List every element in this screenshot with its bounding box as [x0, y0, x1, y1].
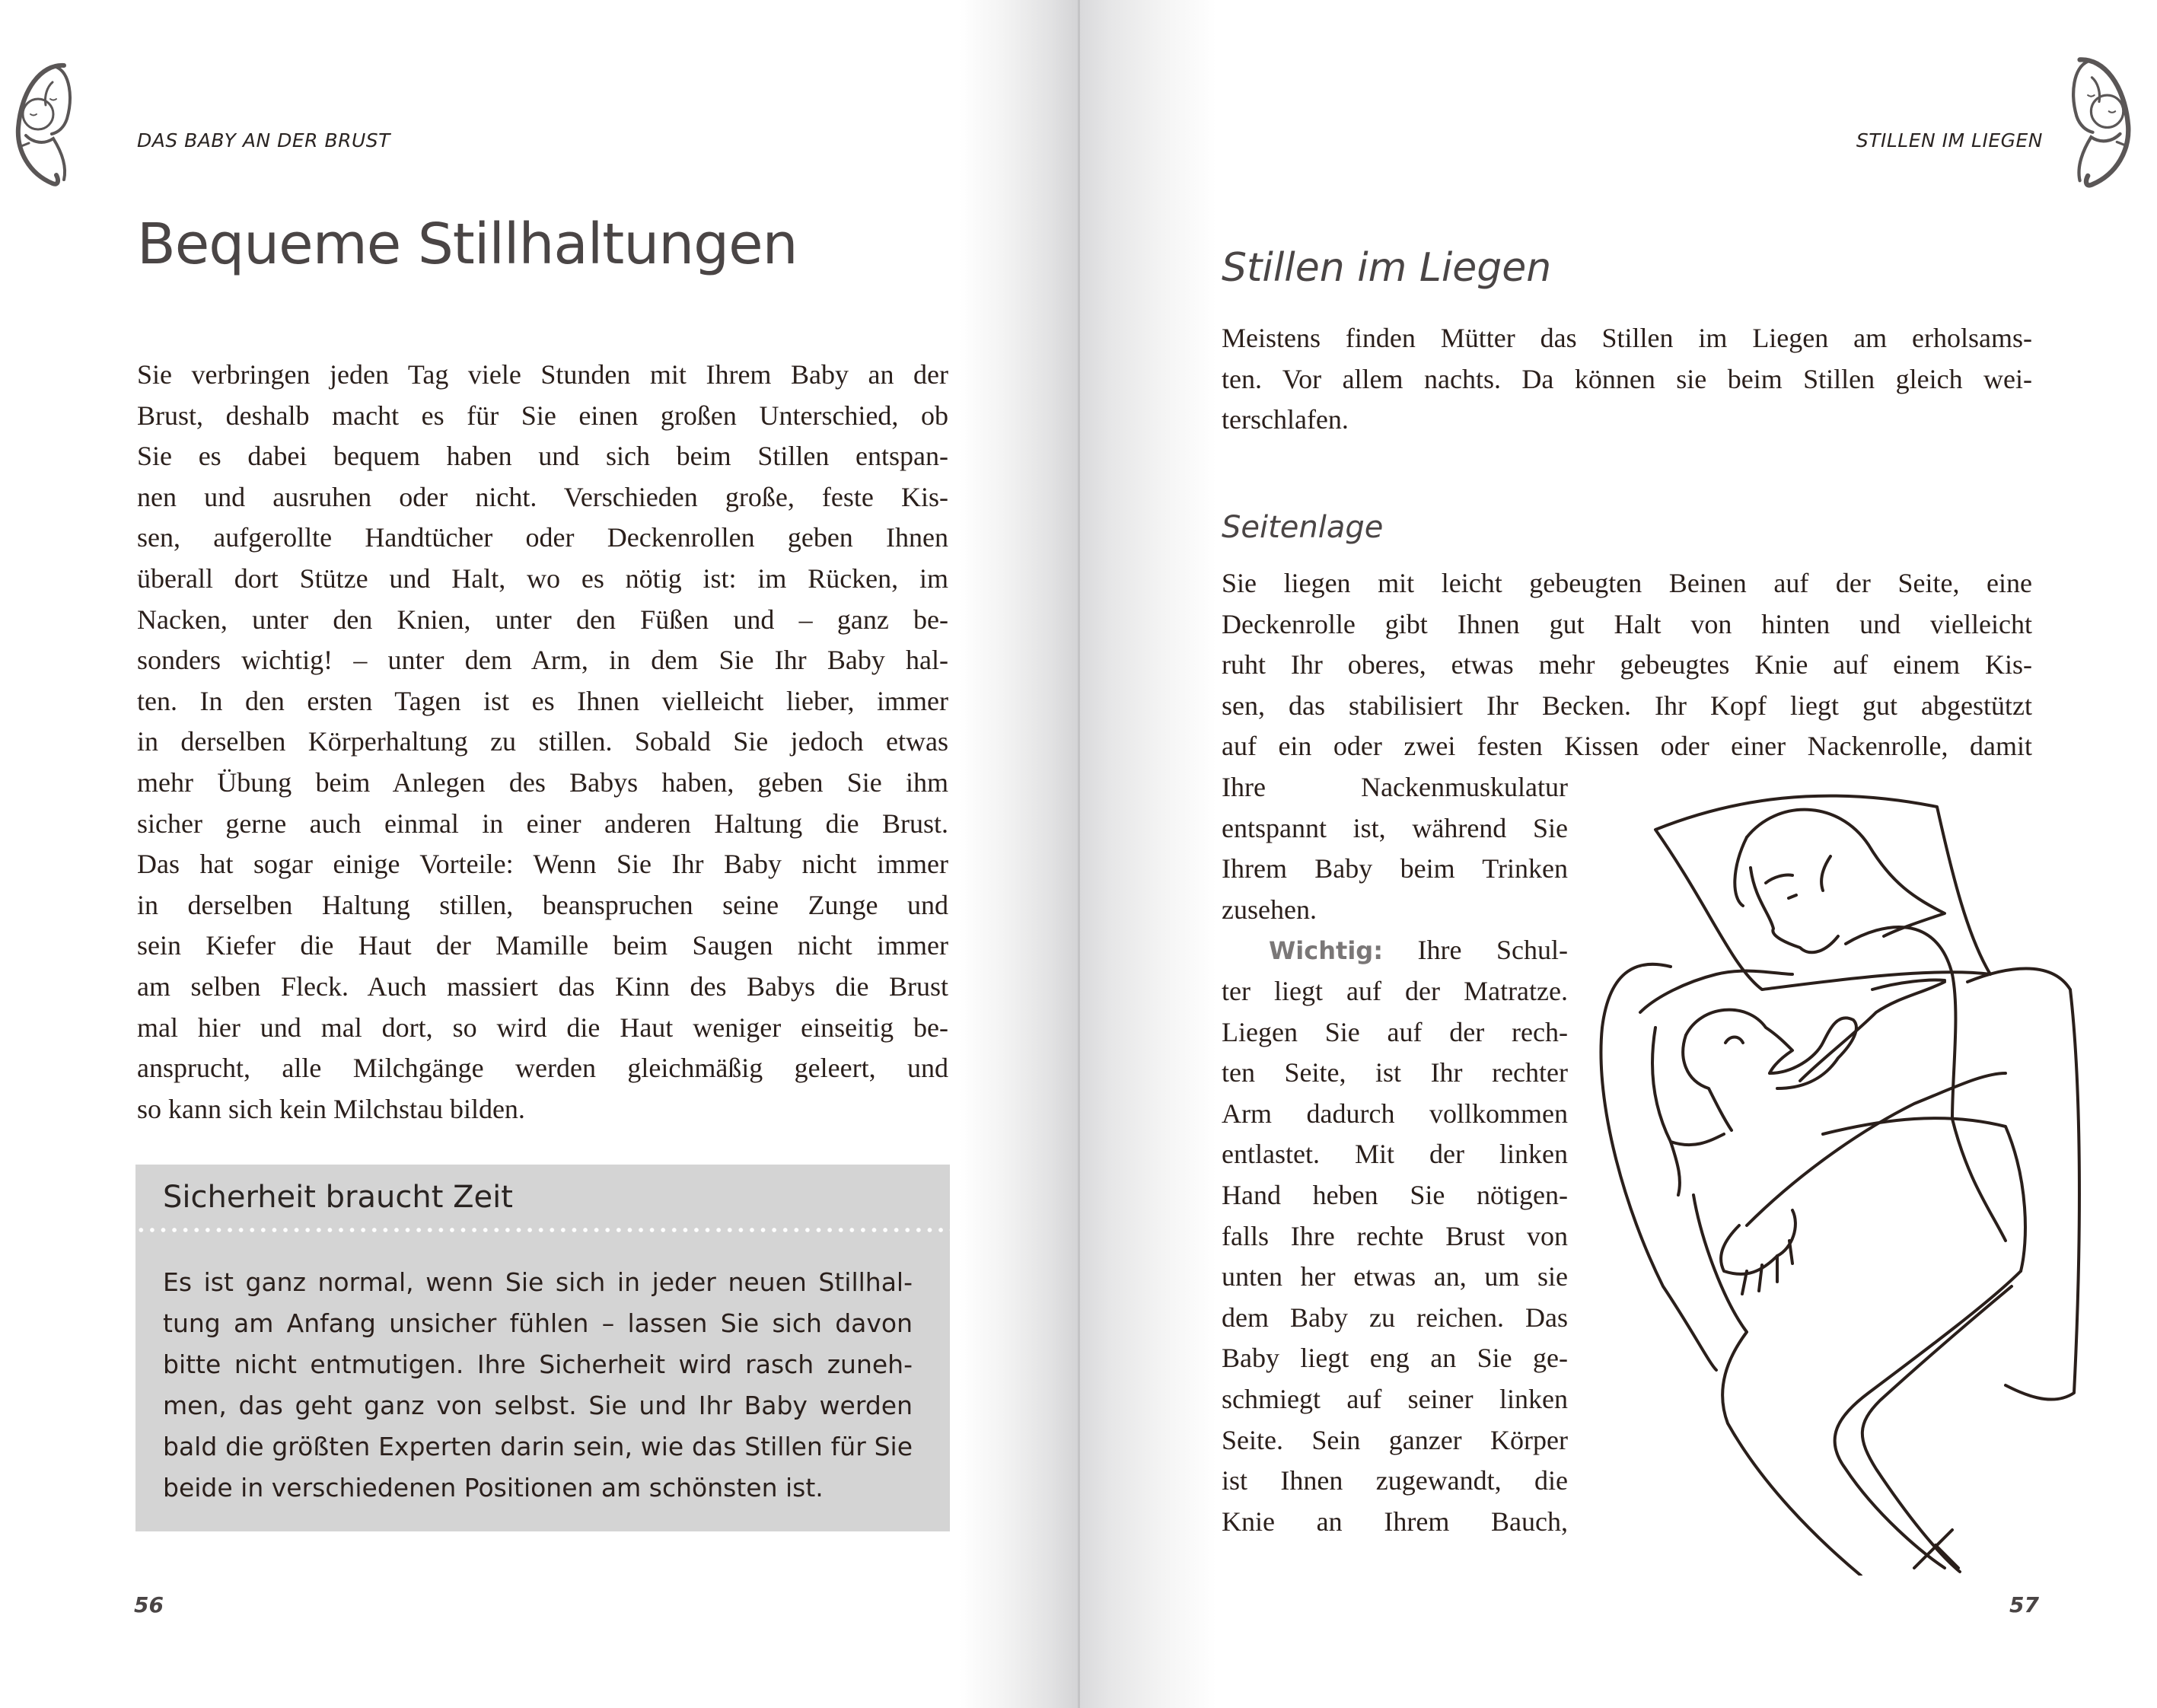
text-line: zusehen. [1222, 894, 1317, 925]
important-note-line [1222, 930, 1568, 971]
text-line: sen, aufgerollte Handtücher oder Deckenrollen geben Ihnen [137, 522, 948, 553]
book-gutter [1078, 0, 1080, 1708]
text-line: bitte nicht entmutigen. Ihre Sicherheit wird rasch zuneh- [163, 1350, 913, 1379]
text-line: mal hier und mal dort, so wird die Haut weniger einseitig be- [137, 1012, 948, 1043]
text-line: tung am Anfang unsicher fühlen – lassen Sie sich davon [163, 1308, 913, 1338]
text-line: falls Ihre rechte Brust von [1222, 1220, 1568, 1251]
text-line: terschlafen. [1222, 404, 1349, 435]
text-line: ansprucht, alle Milchgänge werden gleichmäßig geleert, und [137, 1053, 948, 1084]
text-line: entspannt ist, während Sie [1222, 812, 1568, 843]
running-head: DAS BABY AN DER BRUST [137, 129, 390, 151]
text-line: auf ein oder zwei festen Kissen oder einer Nackenrolle, damit [1222, 731, 2032, 762]
text-line: Nacken, unter den Knien, unter den Füßen und – ganz be- [137, 604, 948, 635]
intro-paragraph [1222, 318, 2032, 441]
text-line: Sie liegen mit leicht gebeugten Beinen auf der Seite, eine [1222, 568, 2032, 598]
text-line: Ihre Nackenmuskulatur [1222, 772, 1568, 802]
text-line: Sie es dabei bequem haben und sich beim Stillen entspan- [137, 441, 948, 472]
text-line: sein Kiefer die Haut der Mamille beim Saugen nicht immer [137, 930, 948, 961]
text-line: Sie verbringen jeden Tag viele Stunden mit Ihrem Baby an der [137, 359, 948, 390]
text-line: Knie an Ihrem Bauch, [1222, 1506, 1568, 1537]
text-line: Liegen Sie auf der rech- [1222, 1016, 1568, 1047]
text-line: Das hat sogar einige Vorteile: Wenn Sie Ihr Baby nicht immer [137, 849, 948, 880]
text-line: beide in verschiedenen Positionen am schönsten ist. [163, 1473, 824, 1502]
text-line: am selben Fleck. Auch massiert das Kinn des Babys die Brust [137, 970, 948, 1002]
text-line: ten. Vor allem nachts. Da können sie beim Stillen gleich wei- [1222, 363, 2032, 394]
text-line: sen, das stabilisiert Ihr Becken. Ihr Kopf liegt gut abgestützt [1222, 690, 2032, 721]
text-line: sicher gerne auch einmal in einer anderen Haltung die Brust. [137, 808, 948, 839]
narrow-column-text [1222, 767, 1568, 1542]
text-line: nen und ausruhen oder nicht. Verschieden große, feste Kis- [137, 481, 948, 512]
text-line: entlastet. Mit der linken [1222, 1139, 1568, 1170]
text-line: in derselben Haltung stillen, beanspruchen seine Zunge und [137, 889, 948, 920]
text-line: men, das geht ganz von selbst. Sie und Ihr Baby werden [163, 1391, 913, 1420]
dotted-divider [135, 1227, 950, 1233]
text-line: ten Seite, ist Ihr rechter [1222, 1057, 1568, 1088]
text-line: Es ist ganz normal, wenn Sie sich in jeder neuen Stillhal- [163, 1267, 913, 1297]
text-line: ist Ihnen zugewandt, die [1222, 1465, 1568, 1496]
text-line: Baby liegt eng an Sie ge- [1222, 1343, 1568, 1374]
text-line: schmiegt auf seiner linken [1222, 1383, 1568, 1414]
mother-baby-logo-icon [11, 59, 81, 189]
text-line: überall dort Stütze und Halt, wo es nötig ist: im Rücken, im [137, 562, 948, 594]
text-line: dem Baby zu reichen. Das [1222, 1302, 1568, 1333]
info-box-body [163, 1262, 913, 1509]
text-line: Arm dadurch vollkommen [1222, 1098, 1568, 1129]
text-line: ter liegt auf der Matratze. [1222, 975, 1568, 1006]
info-box-title: Sicherheit braucht Zeit [163, 1180, 513, 1215]
text-fragment: Ihre Schul- [1417, 935, 1568, 966]
text-line: in derselben Körperhaltung zu stillen. Sobald Sie jedoch etwas [137, 726, 948, 757]
body-paragraph [137, 355, 948, 1130]
mother-lying-on-side-breastfeeding-illustration [1595, 784, 2082, 1576]
text-line: ruht Ihr oberes, etwas mehr gebeugtes Knie auf einem Kis- [1222, 649, 2032, 680]
text-line: Brust, deshalb macht es für Sie einen großen Unterschied, ob [137, 400, 948, 431]
text-line: Meistens finden Mütter das Stillen im Liegen am erholsams- [1222, 323, 2032, 353]
text-line: ten. In den ersten Tagen ist es Ihnen vielleicht lieber, immer [137, 685, 948, 716]
text-line: sonders wichtig! – unter dem Arm, in dem Sie Ihr Baby hal- [137, 645, 948, 676]
text-line: Hand heben Sie nötigen- [1222, 1179, 1568, 1210]
text-line: Seite. Sein ganzer Körper [1222, 1424, 1568, 1455]
page-number: 56 [134, 1592, 164, 1617]
text-line: bald die größten Experten darin sein, wie das Stillen für Sie [163, 1432, 913, 1461]
page-title: Bequeme Stillhaltungen [137, 212, 798, 277]
text-line: mehr Übung beim Anlegen des Babys haben, geben Sie ihm [137, 766, 948, 798]
text-line: Ihrem Baby beim Trinken [1222, 853, 1568, 884]
section-title: Stillen im Liegen [1222, 245, 1552, 291]
page-number: 57 [2009, 1592, 2039, 1617]
mother-baby-logo-icon [2046, 53, 2152, 190]
info-box [135, 1165, 950, 1531]
seitenlage-paragraph [1222, 563, 2032, 767]
subsection-title: Seitenlage [1222, 510, 1384, 545]
text-line: so kann sich kein Milchstau bilden. [137, 1093, 525, 1124]
important-label: Wichtig: [1269, 936, 1383, 966]
running-head: STILLEN IM LIEGEN [1856, 129, 2043, 151]
text-line: unten her etwas an, um sie [1222, 1261, 1568, 1292]
text-line: Deckenrolle gibt Ihnen gut Halt von hinten und vielleicht [1222, 608, 2032, 639]
